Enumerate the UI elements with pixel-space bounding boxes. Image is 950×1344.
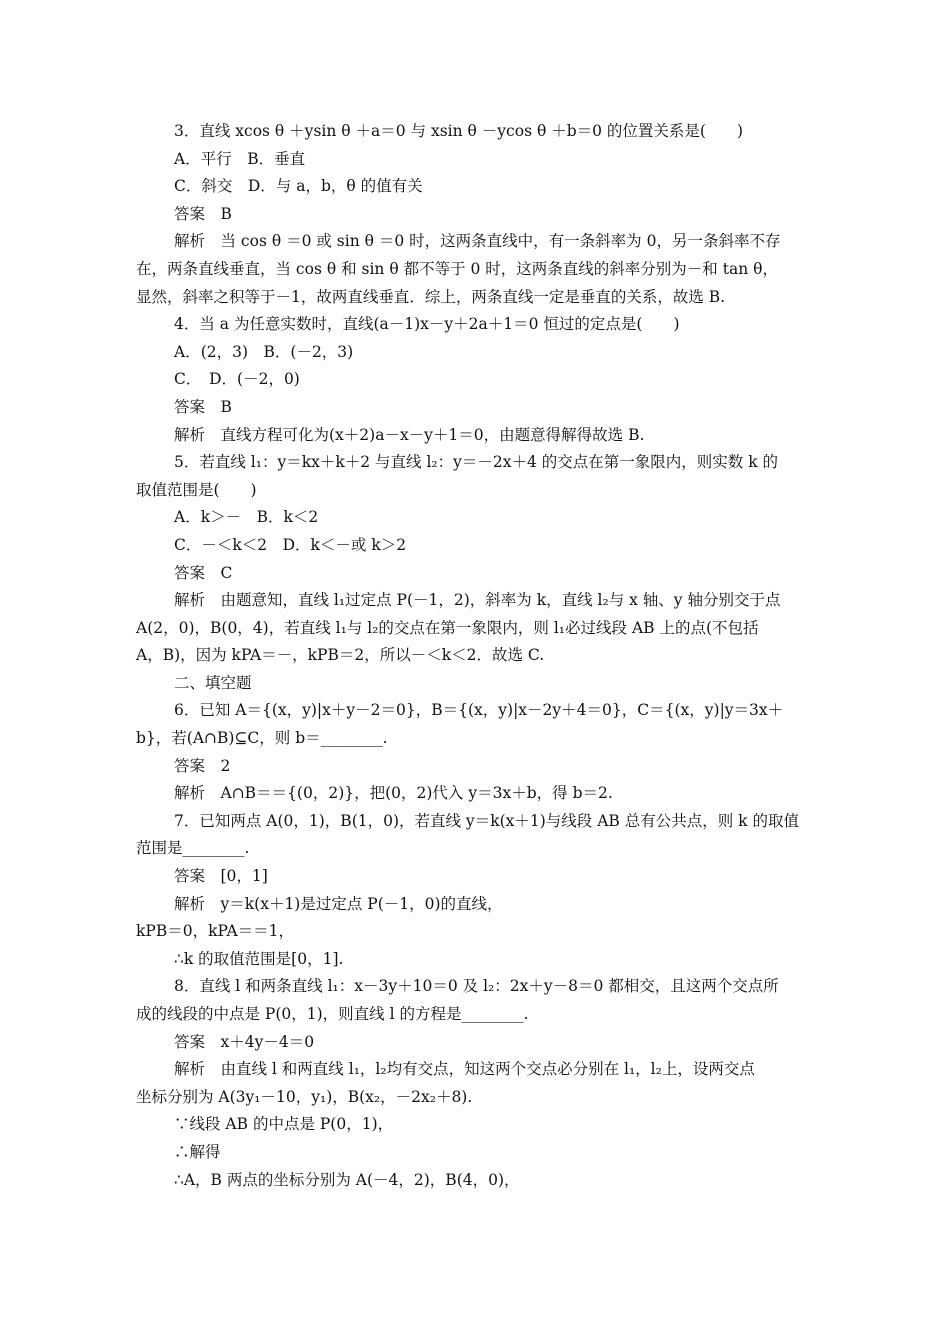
text-line: 解析 由题意知，直线 l₁过定点 P(－1，2)，斜率为 k，直线 l₂与 x 轴、y 轴分别交于点 [174,591,781,610]
text-line: A．k＞－ B．k＜2 [174,508,319,527]
text-line: A，B)，因为 kPA＝－，kPB＝2，所以－＜k＜2．故选 C. [136,646,545,665]
text-line: 7．已知两点 A(0，1)，B(1，0)，若直线 y＝k(x＋1)与线段 AB 总有公共点，则 k 的取值 [174,811,799,830]
text-line: 解析 当 cos θ ＝0 或 sin θ ＝0 时，这两条直线中，有一条斜率为 0，另一条斜率不存 [174,232,781,251]
text-line: ∴A，B 两点的坐标分别为 A(－4，2)，B(4，0)， [174,1170,520,1189]
text-line: 6．已知 A＝{(x，y)|x＋y－2＝0}，B＝{(x，y)|x－2y＋4＝0}，C＝{(x，y)|y＝3x＋ [174,701,784,720]
text-line: 4．当 a 为任意实数时，直线(a－1)x－y＋2a＋1＝0 恒过的定点是( ) [174,315,680,334]
text-line: 成的线段的中点是 P(0，1)，则直线 l 的方程是________. [136,1005,529,1023]
text-line: 解析 由直线 l 和两直线 l₁，l₂均有交点，知这两个交点必分别在 l₁，l₂上，设两交点 [174,1060,755,1079]
text-line: C．斜交 D．与 a，b，θ 的值有关 [174,177,423,196]
text-line: 解析 直线方程可化为(x＋2)a－x－y＋1＝0，由题意得解得故选 B. [174,425,645,444]
text-line: 答案 C [174,563,233,582]
text-line: ∴解得 [174,1142,221,1161]
text-line: 显然，斜率之积等于－1，故两直线垂直．综上，两条直线一定是垂直的关系，故选 B. [136,287,726,306]
text-line: kPB＝0，kPA＝＝1， [136,922,295,941]
text-line: A．(2，3) B．(－2，3) [174,342,354,361]
text-line: 取值范围是( ) [136,480,257,499]
text-line: ∵线段 AB 的中点是 P(0，1)， [174,1115,394,1134]
text-line: C．－＜k＜2 D．k＜－或 k＞2 [174,535,407,554]
text-line: 答案 B [174,204,232,223]
document-body [136,118,820,1194]
text-line: b}，若(A∩B)⊆C，则 b＝________. [136,729,388,748]
text-line: 答案 2 [174,756,231,775]
text-line: ∴k 的取值范围是[0，1]. [174,949,344,968]
text-line: 解析 A∩B＝＝{(0，2)}，把(0，2)代入 y＝3x＋b，得 b＝2. [174,784,613,803]
text-line: 解析 y＝k(x＋1)是过定点 P(－1，0)的直线， [174,894,503,913]
text-line: A(2，0)，B(0，4)，若直线 l₁与 l₂的交点在第一象限内，则 l₁必过线段 AB 上的点(不包括 [136,618,759,637]
text-line: C． D．(－2，0) [174,370,300,389]
text-line: 坐标分别为 A(3y₁－10，y₁)，B(x₂，－2x₂＋8). [136,1087,473,1106]
text-line: 答案 B [174,397,232,416]
text-line: 5．若直线 l₁：y＝kx＋k＋2 与直线 l₂：y＝－2x＋4 的交点在第一象限内，则实数 k 的 [174,453,779,472]
text-line: A．平行 B．垂直 [174,149,306,168]
text-line: 答案 x＋4y－4＝0 [174,1032,315,1051]
section-heading: 二、填空题 [174,673,252,692]
text-line: 答案 [0，1] [174,867,268,886]
text-line: 范围是________. [136,839,250,858]
text-line: 8．直线 l 和两条直线 l₁：x－3y＋10＝0 及 l₂：2x＋y－8＝0 都相交，且这两个交点所 [174,977,779,996]
text-line: 在，两条直线垂直，当 cos θ 和 sin θ 都不等于 0 时，这两条直线的斜率分别为－和 tan θ， [136,259,778,278]
text-line: 3．直线 xcos θ ＋ysin θ ＋a＝0 与 xsin θ －ycos θ ＋b＝0 的位置关系是( ) [174,122,744,140]
